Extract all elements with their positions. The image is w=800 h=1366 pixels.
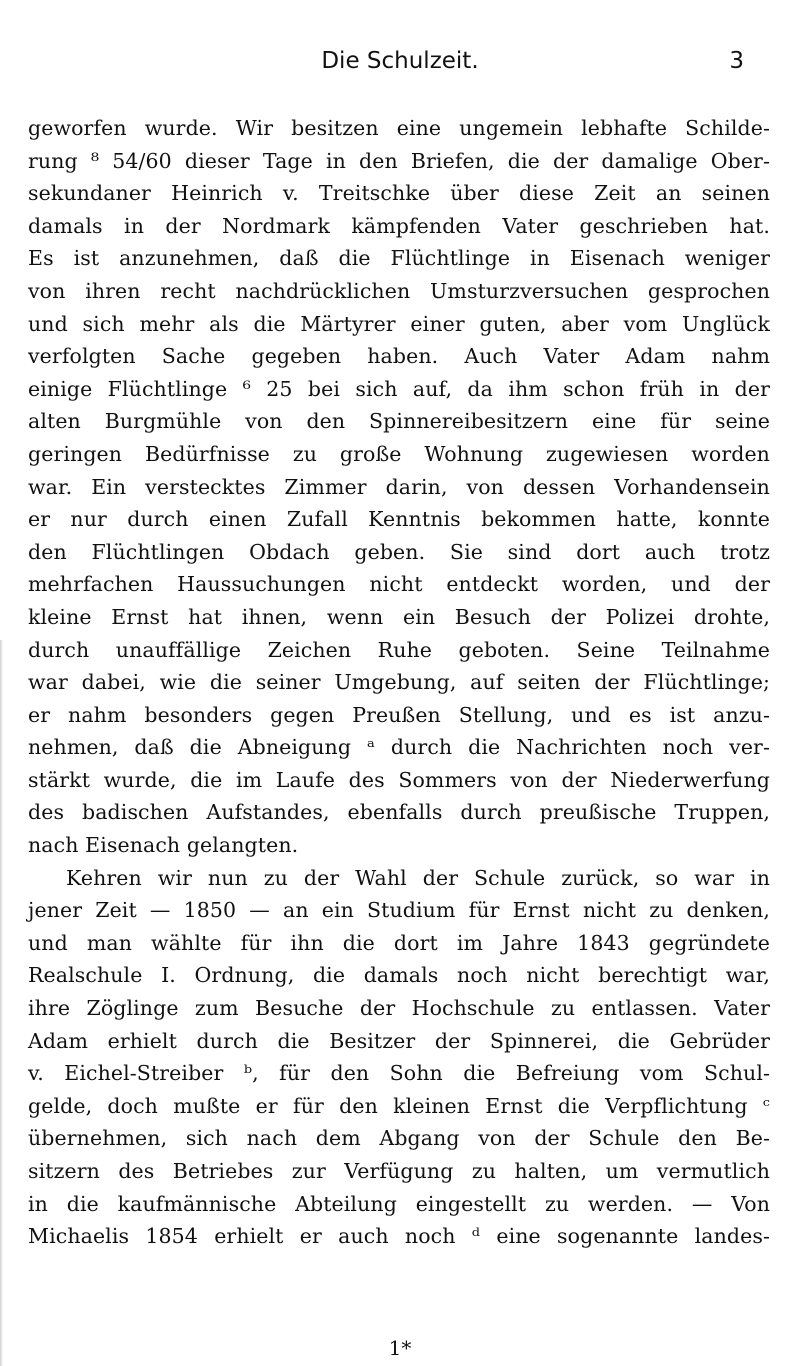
binding-shadow [0, 640, 3, 1366]
text-line: war dabei, wie die seiner Umgebung, auf seiten der Flüchtlinge; [28, 670, 770, 695]
text-line: den Flüchtlingen Obdach geben. Sie sind dort auch trotz [28, 539, 770, 564]
text-line: rung ⁸ 54/60 dieser Tage in den Briefen, die der damalige Ober- [28, 148, 770, 173]
text-line: verfolgten Sache gegeben haben. Auch Vater Adam nahm [28, 344, 770, 369]
text-line: des badischen Aufstandes, ebenfalls durch preußische Truppen, [28, 800, 770, 825]
text-line: Es ist anzunehmen, daß die Flüchtlinge in Eisenach weniger [28, 246, 770, 271]
text-line: geringen Bedürfnisse zu große Wohnung zugewiesen worden [28, 441, 770, 466]
text-line: sitzern des Betriebes zur Verfügung zu halten, um vermutlich [28, 1159, 770, 1183]
paragraph-start-line: Kehren wir nun zu der Wahl der Schule zurück, so war in [66, 865, 770, 890]
text-line: nehmen, daß die Abneigung ᵃ durch die Nachrichten noch ver- [28, 735, 770, 760]
text-line: und man wählte für ihn die dort im Jahre 1843 gegründete [28, 930, 770, 955]
text-line: geworfen wurde. Wir besitzen eine ungemein lebhafte Schilde- [28, 116, 770, 140]
text-line: jener Zeit — 1850 — an ein Studium für Ernst nicht zu denken, [28, 898, 770, 923]
running-title: Die Schulzeit. [321, 48, 479, 74]
text-line: Michaelis 1854 erhielt er auch noch ᵈ eine sogenannte landes- [28, 1224, 770, 1249]
page-header [0, 48, 800, 78]
text-line: war. Ein verstecktes Zimmer darin, von dessen Vorhandensein [28, 474, 770, 499]
page-number: 3 [729, 48, 744, 74]
text-line: er nahm besonders gegen Preußen Stellung, und es ist anzu- [28, 702, 770, 727]
text-line: übernehmen, sich nach dem Abgang von der Schule den Be- [28, 1126, 770, 1151]
text-line: Realschule I. Ordnung, die damals noch nicht berechtigt war, [28, 963, 770, 988]
text-line: sekundaner Heinrich v. Treitschke über diese Zeit an seinen [28, 181, 770, 206]
text-line: mehrfachen Haussuchungen nicht entdeckt worden, und der [28, 572, 770, 597]
text-line: er nur durch einen Zufall Kenntnis bekommen hatte, konnte [28, 507, 770, 532]
text-line: kleine Ernst hat ihnen, wenn ein Besuch der Polizei drohte, [28, 604, 770, 629]
text-line: gelde, doch mußte er für den kleinen Ernst die Verpflichtung ᶜ [28, 1093, 770, 1118]
text-line: in die kaufmännische Abteilung eingestellt zu werden. — Von [28, 1191, 770, 1216]
signature-mark: 1* [388, 1336, 412, 1360]
text-line: und sich mehr als die Märtyrer einer guten, aber vom Unglück [28, 311, 770, 336]
paragraph-end-line: nach Eisenach gelangten. [28, 833, 299, 858]
text-line: durch unauffällige Zeichen Ruhe geboten. Seine Teilnahme [28, 637, 770, 662]
text-line: ihre Zöglinge zum Besuche der Hochschule zu entlassen. Vater [28, 996, 770, 1021]
body-text [28, 112, 770, 1253]
text-line: damals in der Nordmark kämpfenden Vater geschrieben hat. [28, 213, 770, 238]
text-line: Adam erhielt durch die Besitzer der Spinnerei, die Gebrüder [28, 1028, 770, 1053]
text-line: v. Eichel-Streiber ᵇ, für den Sohn die Befreiung vom Schul- [28, 1061, 770, 1086]
text-line: von ihren recht nachdrücklichen Umsturzversuchen gesprochen [28, 278, 770, 303]
text-line: einige Flüchtlinge ⁶ 25 bei sich auf, da ihm schon früh in der [28, 376, 770, 401]
text-line: alten Burgmühle von den Spinnereibesitzern eine für seine [28, 409, 770, 434]
text-line: stärkt wurde, die im Laufe des Sommers von der Niederwerfung [28, 767, 770, 792]
